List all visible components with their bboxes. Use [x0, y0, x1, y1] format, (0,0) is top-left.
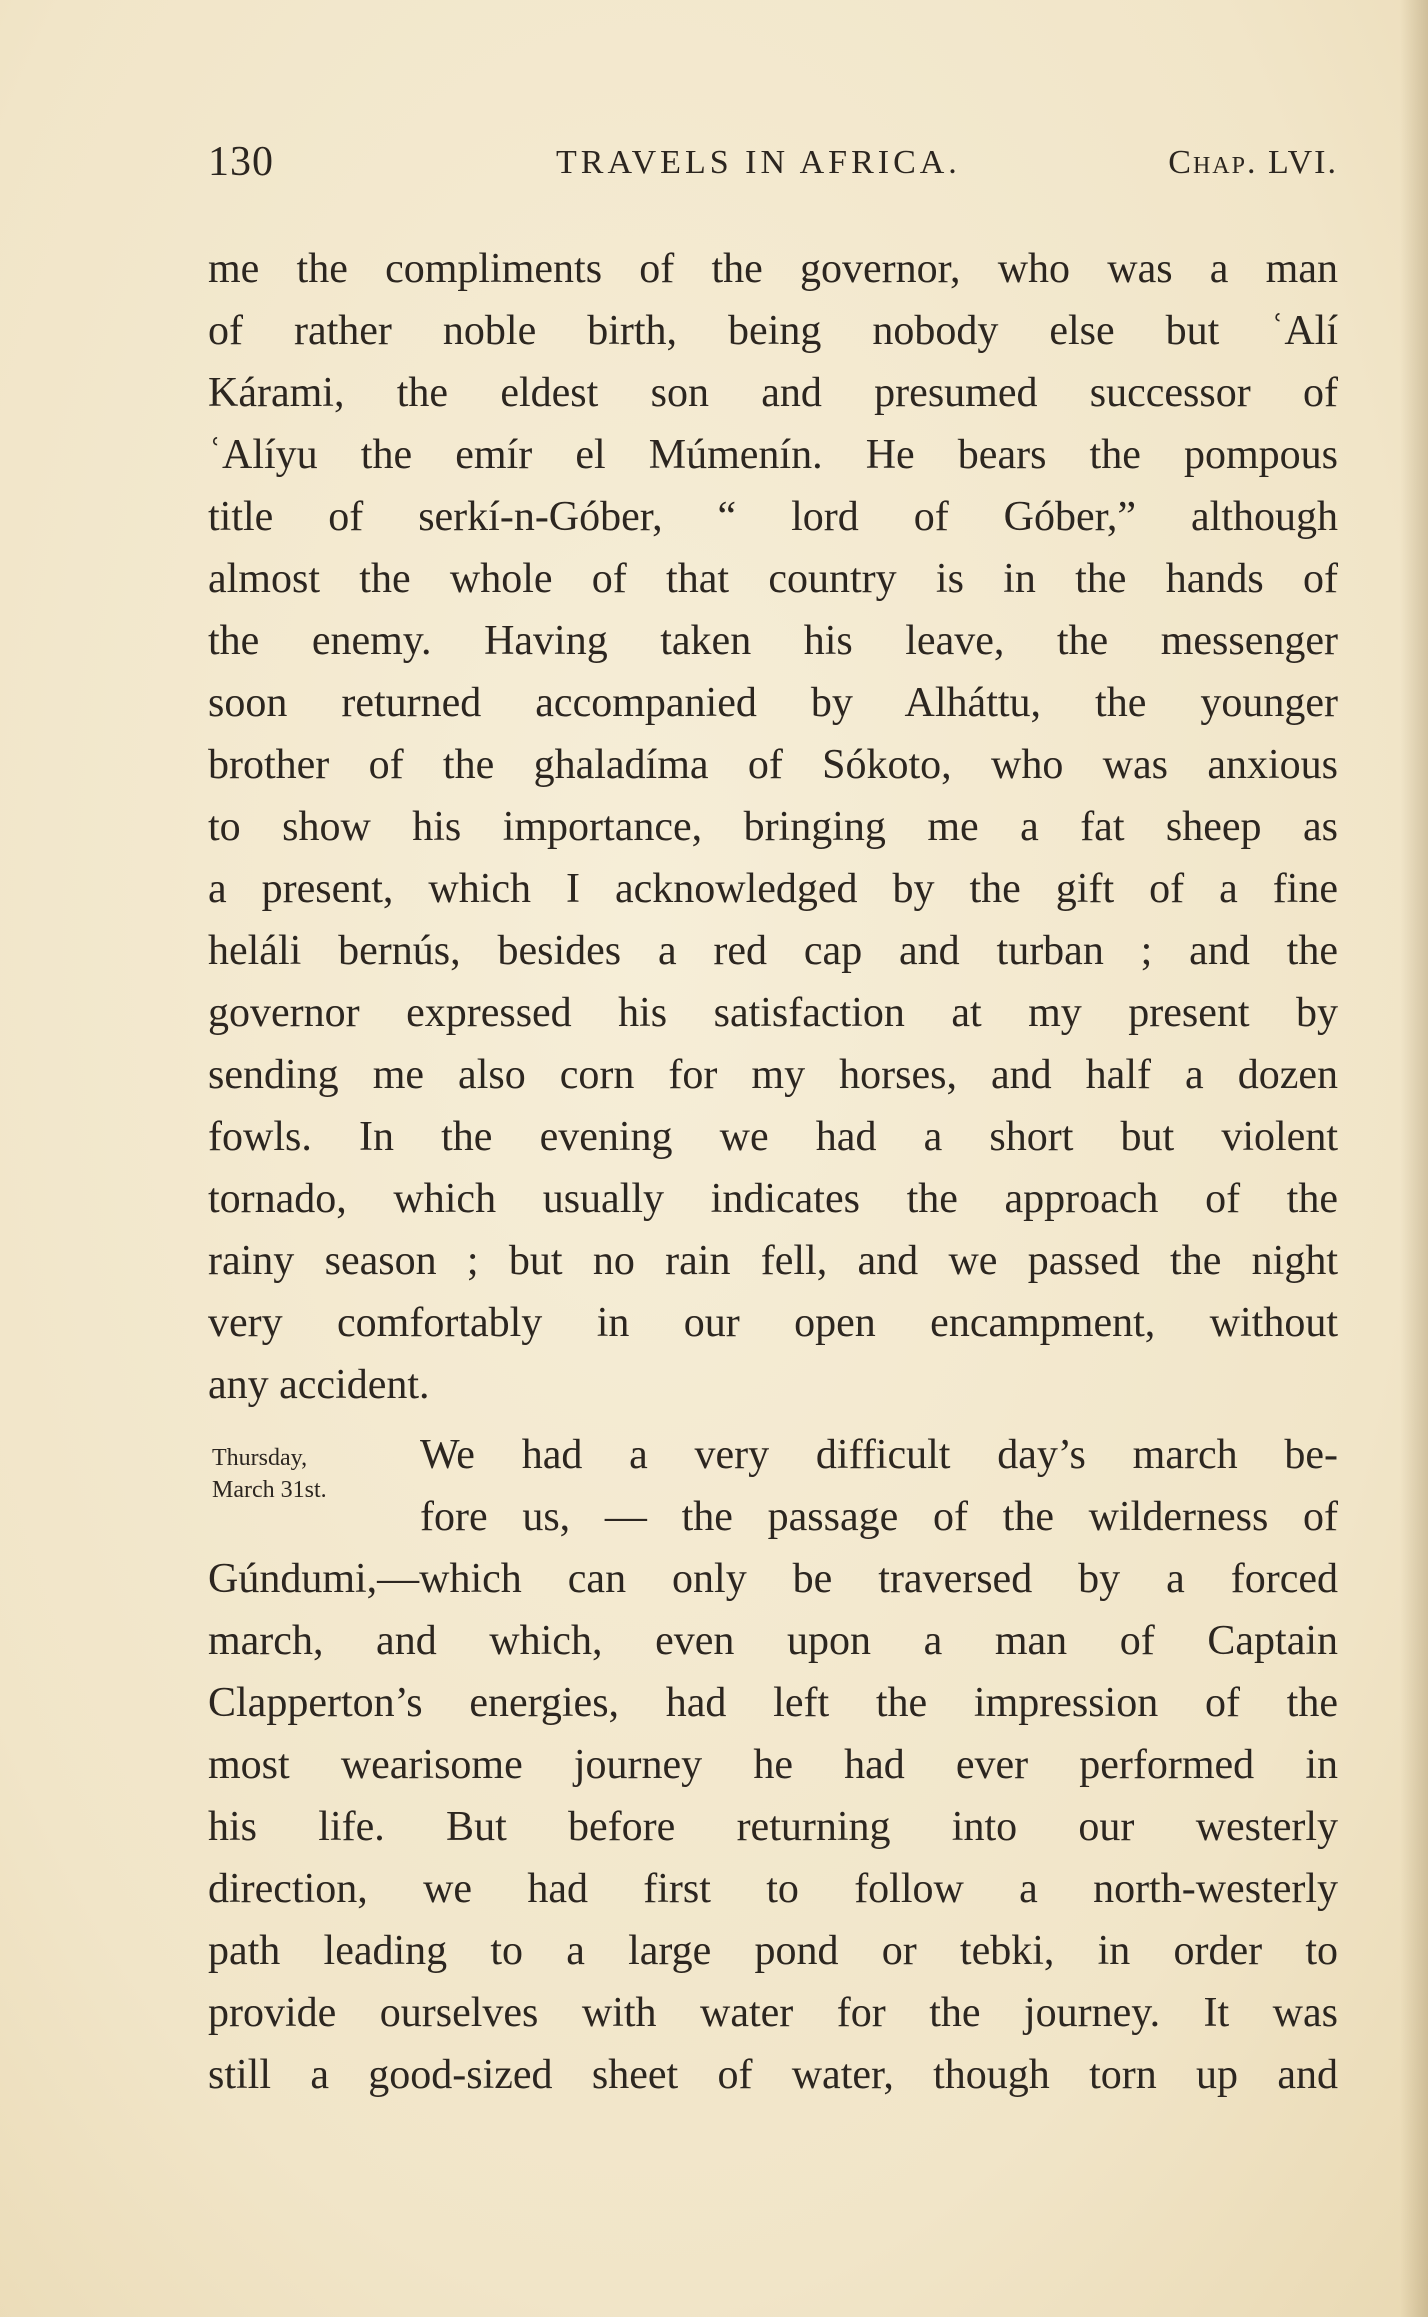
marginal-date-month: March 31st. — [212, 1477, 327, 1503]
text-line: soon returned accompanied by Alháttu, the younger — [208, 680, 1338, 726]
text-line: most wearisome journey he had ever performed in — [208, 1742, 1338, 1788]
text-line: of rather noble birth, being nobody else but ʿAlí — [208, 308, 1338, 354]
text-line: very comfortably in our open encampment, without — [208, 1300, 1338, 1346]
text-line: march, and which, even upon a man of Captain — [208, 1618, 1338, 1664]
text-line: fowls. In the evening we had a short but violent — [208, 1114, 1338, 1160]
text-line: sending me also corn for my horses, and half a dozen — [208, 1052, 1338, 1098]
text-line: his life. But before returning into our westerly — [208, 1804, 1338, 1850]
running-header — [208, 138, 1338, 188]
text-line: brother of the ghaladíma of Sókoto, who was anxious — [208, 742, 1338, 788]
text-line: still a good-sized sheet of water, though torn up and — [208, 2052, 1338, 2098]
page-gutter-shadow — [1400, 0, 1428, 2317]
text-line: Kárami, the eldest son and presumed successor of — [208, 370, 1338, 416]
text-line: tornado, which usually indicates the approach of the — [208, 1176, 1338, 1222]
text-line: We had a very difficult day’s march be- — [420, 1432, 1338, 1478]
running-title: TRAVELS IN AFRICA. — [556, 144, 961, 181]
text-line: provide ourselves with water for the journey. It was — [208, 1990, 1338, 2036]
text-line: Gúndumi,—which can only be traversed by a forced — [208, 1556, 1338, 1602]
text-line: rainy season ; but no rain fell, and we passed the night — [208, 1238, 1338, 1284]
text-line: heláli bernús, besides a red cap and turban ; and the — [208, 928, 1338, 974]
text-line: me the compliments of the governor, who was a man — [208, 246, 1338, 292]
text-line: any accident. — [208, 1362, 430, 1408]
text-line: fore us, — the passage of the wilderness of — [420, 1494, 1338, 1540]
chapter-label: Chap. LVI. — [1168, 144, 1338, 181]
text-line: title of serkí-n-Góber, “ lord of Góber,” although — [208, 494, 1338, 540]
text-line: governor expressed his satisfaction at my present by — [208, 990, 1338, 1036]
page-number: 130 — [208, 139, 274, 185]
text-line: a present, which I acknowledged by the gift of a fine — [208, 866, 1338, 912]
marginal-date-day: Thursday, — [212, 1445, 308, 1471]
text-line: almost the whole of that country is in the hands of — [208, 556, 1338, 602]
text-line: the enemy. Having taken his leave, the messenger — [208, 618, 1338, 664]
text-line: ʿAlíyu the emír el Múmenín. He bears the pompous — [208, 432, 1338, 478]
text-line: direction, we had first to follow a north-westerly — [208, 1866, 1338, 1912]
text-line: path leading to a large pond or tebki, in order to — [208, 1928, 1338, 1974]
text-line: Clapperton’s energies, had left the impression of the — [208, 1680, 1338, 1726]
text-line: to show his importance, bringing me a fat sheep as — [208, 804, 1338, 850]
